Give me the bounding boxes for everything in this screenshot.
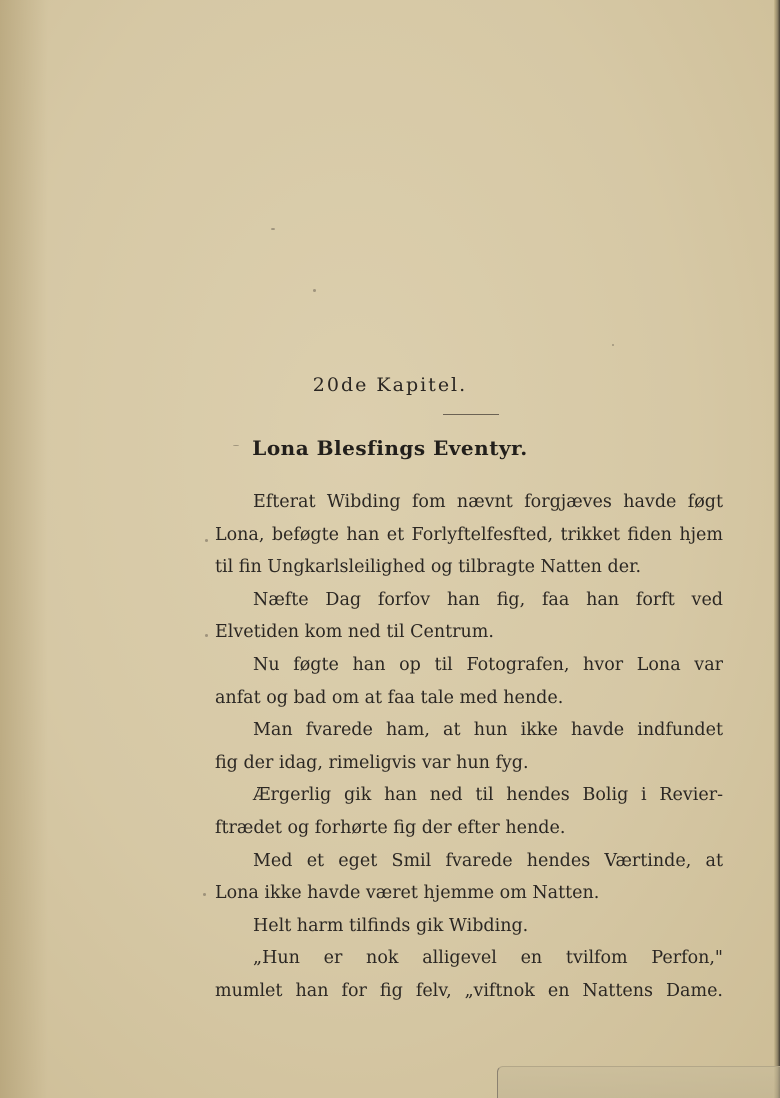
text-line: Nu føgte han op til Fotografen, hvor Lona var	[253, 654, 723, 675]
text-line: til fin Ungkarlsleilighed og tilbragte Natten der.	[215, 557, 642, 578]
text-line: Ærgerlig gik han ned til hendes Bolig i Revier-	[253, 785, 723, 806]
text-line: Lona ikke havde været hjemme om Natten.	[215, 883, 600, 904]
paper-speck	[313, 289, 316, 292]
text-line: Med et eget Smil fvarede hendes Værtinde, at	[253, 850, 723, 871]
chapter-heading: 20de Kapitel.	[312, 374, 468, 396]
heading-rule	[443, 414, 499, 415]
paper-speck	[205, 634, 208, 637]
chapter-body	[215, 486, 723, 1008]
paper-speck	[612, 344, 614, 346]
paper-speck	[205, 539, 208, 542]
page-shadow	[0, 0, 48, 1098]
text-line: mumlet han for fig felv, „viftnok en Nattens Dame.	[215, 980, 723, 1001]
paper-speck	[271, 228, 275, 230]
page-edge	[774, 0, 780, 1098]
text-line: Elvetiden kom ned til Centrum.	[215, 622, 494, 643]
text-line: fig der idag, rimeligvis var hun fyg.	[215, 752, 529, 773]
text-line: Efterat Wibding fom nævnt forgjæves havde føgt	[253, 492, 723, 512]
text-line: Man fvarede ham, at hun ikke havde indfundet	[253, 720, 723, 741]
chapter-title: Lona Blesfings Eventyr.	[252, 436, 528, 460]
text-line: Næfte Dag forfov han fig, faa han forft ved	[253, 589, 723, 610]
text-line: ftrædet og forhørte fig der efter hende.	[215, 817, 566, 838]
inserted-sheet-edge	[497, 1066, 780, 1098]
text-line: Helt harm tilfinds gik Wibding.	[253, 915, 529, 936]
text-line: „Hun er nok alligevel en tvilfom Perfon,"	[253, 948, 723, 969]
paper-speck	[203, 893, 206, 896]
text-line: Lona, beføgte han et Forlyftelfesfted, trikket fiden hjem	[215, 524, 723, 545]
text-line: anfat og bad om at faa tale med hende.	[215, 687, 564, 708]
